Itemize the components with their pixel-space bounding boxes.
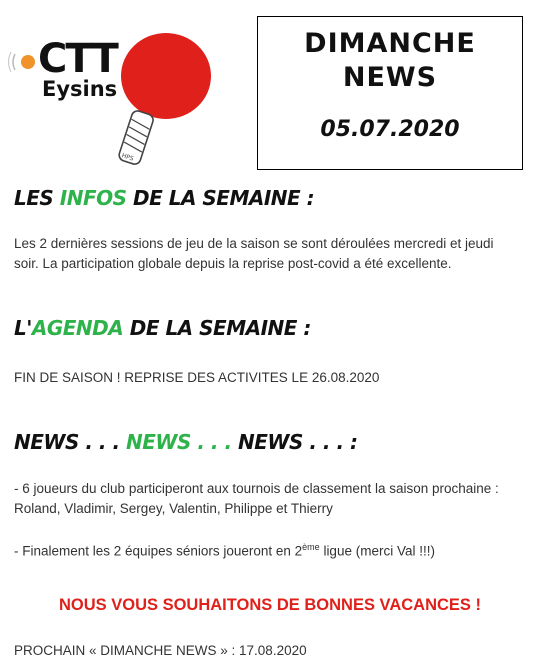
vacances-message: NOUS VOUS SOUHAITONS DE BONNES VACANCES ! <box>58 596 482 614</box>
news-box-date: 05.07.2020 <box>320 117 460 142</box>
infos-heading-pre: LES <box>14 186 60 210</box>
news-item-2 <box>14 537 514 562</box>
infos-heading-green: INFOS <box>59 186 127 210</box>
racket-handle-text: HPS <box>120 152 135 163</box>
news-heading-pre: NEWS . . . <box>14 430 127 454</box>
news-item-1: - 6 joueurs du club participeront aux tournois de classement la saison prochaine : Roland, Vladimir, Sergey, Valentin, Philippe et Thierry <box>14 481 499 516</box>
prochain-text: PROCHAIN « DIMANCHE NEWS » : 17.08.2020 <box>14 643 307 658</box>
agenda-heading-green: AGENDA <box>31 316 124 340</box>
agenda-heading-pre: L' <box>14 316 32 340</box>
infos-heading <box>14 186 314 210</box>
news-box-title2: NEWS <box>342 62 438 93</box>
racket-logo-icon <box>8 20 213 180</box>
news-item-2-pre: - Finalement les 2 équipes séniors joueront en 2 <box>14 543 303 559</box>
news-heading-post: NEWS . . . : <box>231 430 358 454</box>
club-logo <box>8 20 213 180</box>
news-heading <box>14 430 358 454</box>
logo-ctt: CTT <box>38 36 117 82</box>
logo-eysins: Eysins <box>42 77 118 101</box>
ball-icon <box>21 55 35 69</box>
dimanche-news-box <box>257 16 523 170</box>
agenda-heading <box>14 316 311 340</box>
agenda-heading-post: DE LA SEMAINE : <box>123 316 311 340</box>
agenda-text: FIN DE SAISON ! REPRISE DES ACTIVITES LE 26.08.2020 <box>14 370 380 385</box>
infos-text: Les 2 dernières sessions de jeu de la saison se sont déroulées mercredi et jeudi soir. La participation globale depuis la reprise post-covid a été excellente. <box>14 236 494 271</box>
racket-head <box>121 33 211 119</box>
news-box-title1: DIMANCHE <box>304 28 476 59</box>
news-item-2-sup: ème <box>302 542 320 552</box>
infos-heading-post: DE LA SEMAINE : <box>126 186 315 210</box>
news-item-2-post: ligue (merci Val !!!) <box>319 543 435 559</box>
news-heading-green: NEWS . . . <box>126 430 232 454</box>
